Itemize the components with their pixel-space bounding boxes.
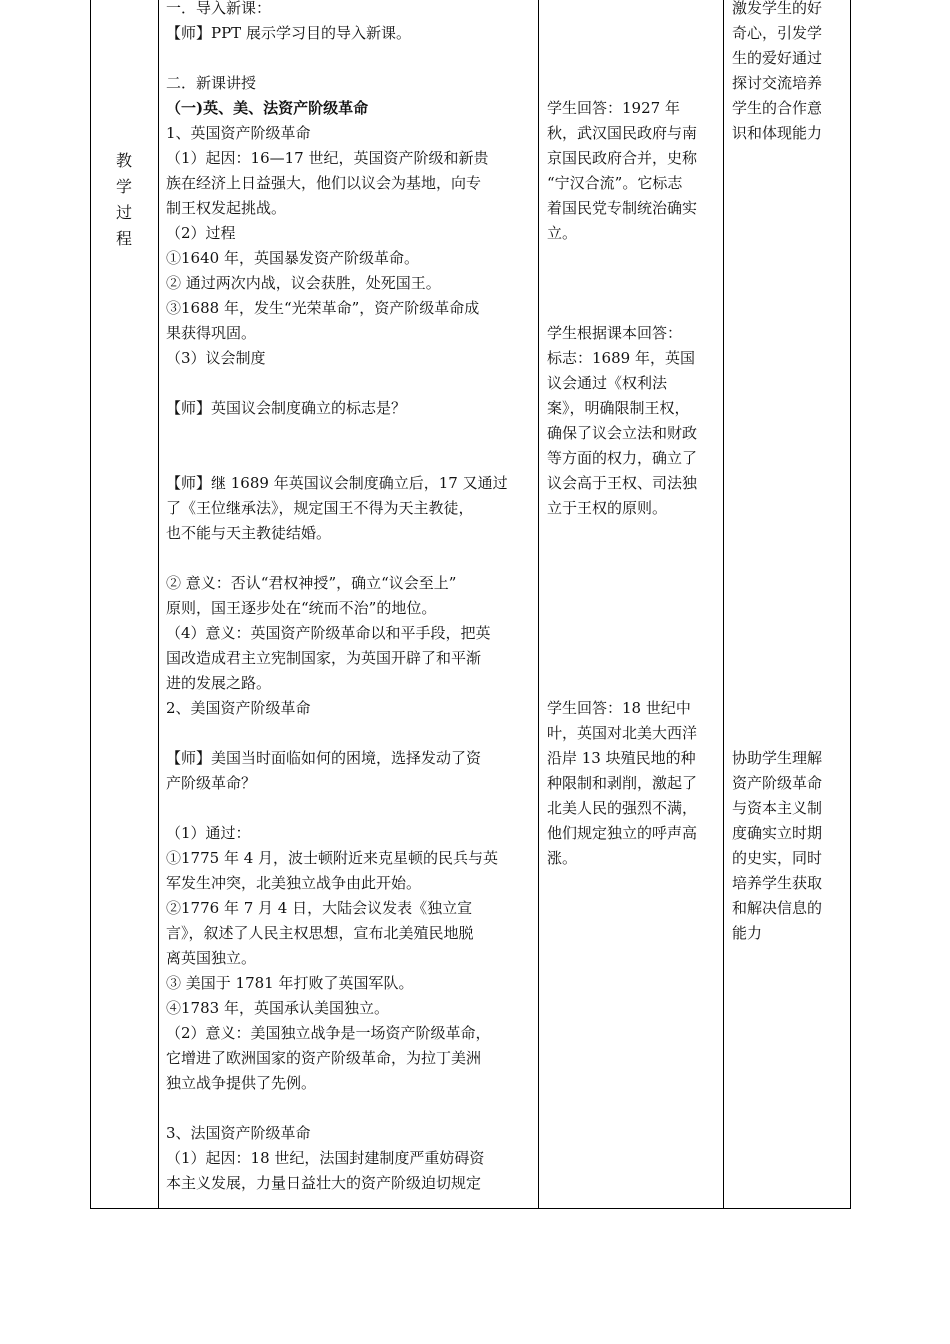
blank-line [166, 1096, 534, 1121]
blank-line [547, 671, 719, 696]
stage-label [90, 148, 158, 252]
student-answer-line: 涨。 [547, 849, 578, 867]
teacher-activity-column [166, 0, 534, 1196]
student-answer-line: 等方面的权力，确立了 [547, 449, 698, 467]
teacher-text-line: 离英国独立。 [166, 949, 257, 967]
teacher-text-line: （4）意义：英国资产阶级革命以和平手段，把英 [166, 624, 491, 642]
blank-line [547, 521, 719, 546]
blank-line [732, 171, 844, 196]
teacher-text-line: 【师】英国议会制度确立的标志是？ [166, 399, 407, 417]
design-intent [732, 746, 844, 946]
student-answer-line: 议会通过《权利法 [547, 374, 668, 392]
teacher-text-line: 军发生冲突，北美独立战争由此开始。 [166, 874, 422, 892]
teacher-text-line: 原则，国王逐步处在“统而不治”的地位。 [166, 599, 437, 617]
teacher-text-line: 独立战争提供了先例。 [166, 1074, 317, 1092]
blank-line [166, 446, 534, 471]
blank-line [732, 596, 844, 621]
teacher-text-line: 果获得巩固。 [166, 324, 257, 342]
design-intent-line: 能力 [732, 924, 763, 942]
blank-line [732, 346, 844, 371]
blank-line [547, 646, 719, 671]
design-intent-line: 度确实立时期 [732, 824, 823, 842]
blank-line [547, 271, 719, 296]
column-divider [158, 0, 159, 1208]
teacher-text-line: 族在经济上日益强大，他们以议会为基地，向专 [166, 174, 482, 192]
teacher-text-line: 【师】PPT 展示学习目的导入新课。 [166, 24, 411, 42]
design-intent-line: 探讨交流培养 [732, 74, 823, 92]
teacher-text-line: 制王权发起挑战。 [166, 199, 287, 217]
stage-label-char: 教 [115, 151, 132, 170]
blank-line [732, 246, 844, 271]
teacher-text-line: 一．导入新课： [166, 0, 272, 17]
blank-line [547, 46, 719, 71]
student-answer-line: 立于王权的原则。 [547, 499, 668, 517]
blank-line [732, 296, 844, 321]
student-answer-line: 京国民政府合并，史称 [547, 149, 698, 167]
teacher-text-line: ③1688 年，发生“光荣革命”，资产阶级革命成 [166, 299, 480, 317]
teacher-text-line: ③ 美国于 1781 年打败了英国军队。 [166, 974, 414, 992]
blank-line [547, 621, 719, 646]
teacher-text-line: 它增进了欧洲国家的资产阶级革命，为拉丁美洲 [166, 1049, 482, 1067]
design-intent-line: 生的爱好通过 [732, 49, 823, 67]
design-intent-line: 和解决信息的 [732, 899, 823, 917]
blank-line [166, 371, 534, 396]
teacher-text-line: （1）通过： [166, 824, 251, 842]
student-answer-line: 他们规定独立的呼声高 [547, 824, 698, 842]
design-intent-line: 识和体现能力 [732, 124, 823, 142]
stage-label-char: 程 [115, 229, 132, 248]
teacher-text-line: 【师】继 1689 年英国议会制度确立后，17 又通过 [166, 474, 508, 492]
student-answer-line: 种限制和剥削，激起了 [547, 774, 698, 792]
blank-line [732, 471, 844, 496]
teacher-text-line: 也不能与天主教徒结婚。 [166, 524, 332, 542]
teacher-text-line: ①1640 年，英国暴发资产阶级革命。 [166, 249, 419, 267]
student-answer-line: 案》，明确限制王权， [547, 399, 690, 417]
blank-line [732, 621, 844, 646]
student-answer [547, 696, 719, 871]
teacher-text-line: 产阶级革命？ [166, 774, 257, 792]
blank-line [732, 546, 844, 571]
teacher-text-line: 1、英国资产阶级革命 [166, 124, 311, 142]
design-intent-column [732, 0, 844, 946]
blank-line [547, 0, 719, 21]
stage-label-char: 学 [115, 177, 132, 196]
section-heading: （一)英、美、法资产阶级革命 [166, 99, 369, 117]
design-intent-line: 激发学生的好 [732, 0, 823, 17]
blank-line [732, 321, 844, 346]
design-intent-line: 协助学生理解 [732, 749, 823, 767]
blank-line [732, 371, 844, 396]
design-intent-line: 的史实，同时 [732, 849, 823, 867]
teacher-text-line: ①1775 年 4 月，波士顿附近来克星顿的民兵与英 [166, 849, 499, 867]
teacher-text-line: 二．新课讲授 [166, 74, 257, 92]
column-divider [723, 0, 724, 1208]
teacher-text-line: （2）意义：美国独立战争是一场资产阶级革命， [166, 1024, 491, 1042]
student-answer-line: 确保了议会立法和财政 [547, 424, 698, 442]
teacher-text-line: ② 通过两次内战，议会获胜，处死国王。 [166, 274, 441, 292]
blank-line [732, 221, 844, 246]
teacher-text-line: （1）起因：16—17 世纪，英国资产阶级和新贵 [166, 149, 489, 167]
blank-line [547, 246, 719, 271]
teacher-text-line: 言》，叙述了人民主权思想，宣布北美殖民地脱 [166, 924, 474, 942]
blank-line [166, 46, 534, 71]
blank-line [732, 271, 844, 296]
blank-line [732, 146, 844, 171]
design-intent-line: 奇心，引发学 [732, 24, 823, 42]
student-activity-column [547, 0, 719, 871]
blank-line [732, 721, 844, 746]
blank-line [547, 71, 719, 96]
blank-line [166, 546, 534, 571]
student-answer-line: 学生回答：18 世纪中 [547, 699, 691, 717]
student-answer-line: 立。 [547, 224, 578, 242]
blank-line [547, 21, 719, 46]
blank-line [166, 421, 534, 446]
blank-line [166, 796, 534, 821]
teacher-text-line: 【师】美国当时面临如何的困境，选择发动了资 [166, 749, 482, 767]
blank-line [547, 596, 719, 621]
teacher-text-line: （1）起因：18 世纪，法国封建制度严重妨碍资 [166, 1149, 485, 1167]
design-intent-line: 与资本主义制 [732, 799, 823, 817]
student-answer-line: 学生回答：1927 年 [547, 99, 680, 117]
blank-line [547, 296, 719, 321]
design-intent-line: 学生的合作意 [732, 99, 823, 117]
blank-line [732, 421, 844, 446]
teacher-text-line: ②1776 年 7 月 4 日，大陆会议发表《独立宣 [166, 899, 473, 917]
teacher-text-line: 进的发展之路。 [166, 674, 272, 692]
teacher-text-line: （2）过程 [166, 224, 236, 242]
student-answer-line: 学生根据课本回答： [547, 324, 683, 342]
blank-line [732, 571, 844, 596]
teacher-text-line: 2、美国资产阶级革命 [166, 699, 311, 717]
student-answer [547, 321, 719, 521]
teacher-text-line: （3）议会制度 [166, 349, 266, 367]
blank-line [547, 546, 719, 571]
teacher-text-line: ② 意义：否认“君权神授”，确立“议会至上” [166, 574, 457, 592]
teacher-text-line: 国改造成君主立宪制国家，为英国开辟了和平渐 [166, 649, 482, 667]
student-answer-line: 标志：1689 年，英国 [547, 349, 695, 367]
design-intent-line: 培养学生获取 [732, 874, 823, 892]
column-divider [538, 0, 539, 1208]
blank-line [732, 196, 844, 221]
student-answer-line: 着国民党专制统治确实 [547, 199, 698, 217]
blank-line [166, 721, 534, 746]
blank-line [732, 496, 844, 521]
student-answer-line: “宁汉合流”。它标志 [547, 174, 683, 192]
teacher-text-line: 本主义发展，力量日益壮大的资产阶级迫切规定 [166, 1174, 482, 1192]
blank-line [732, 696, 844, 721]
design-intent [732, 0, 844, 146]
blank-line [547, 571, 719, 596]
stage-label-char: 过 [115, 203, 132, 222]
blank-line [732, 671, 844, 696]
student-answer [547, 96, 719, 246]
blank-line [732, 521, 844, 546]
student-answer-line: 沿岸 13 块殖民地的种 [547, 749, 696, 767]
blank-line [732, 646, 844, 671]
blank-line [732, 446, 844, 471]
student-answer-line: 叶，英国对北美大西洋 [547, 724, 698, 742]
student-answer-line: 议会高于王权、司法独 [547, 474, 698, 492]
teacher-text-line: 了《王位继承法》，规定国王不得为天主教徒， [166, 499, 474, 517]
student-answer-line: 秋，武汉国民政府与南 [547, 124, 698, 142]
teacher-text-line: 3、法国资产阶级革命 [166, 1124, 311, 1142]
student-answer-line: 北美人民的强烈不满， [547, 799, 698, 817]
design-intent-line: 资产阶级革命 [732, 774, 823, 792]
blank-line [732, 396, 844, 421]
teacher-text-line: ④1783 年，英国承认美国独立。 [166, 999, 389, 1017]
